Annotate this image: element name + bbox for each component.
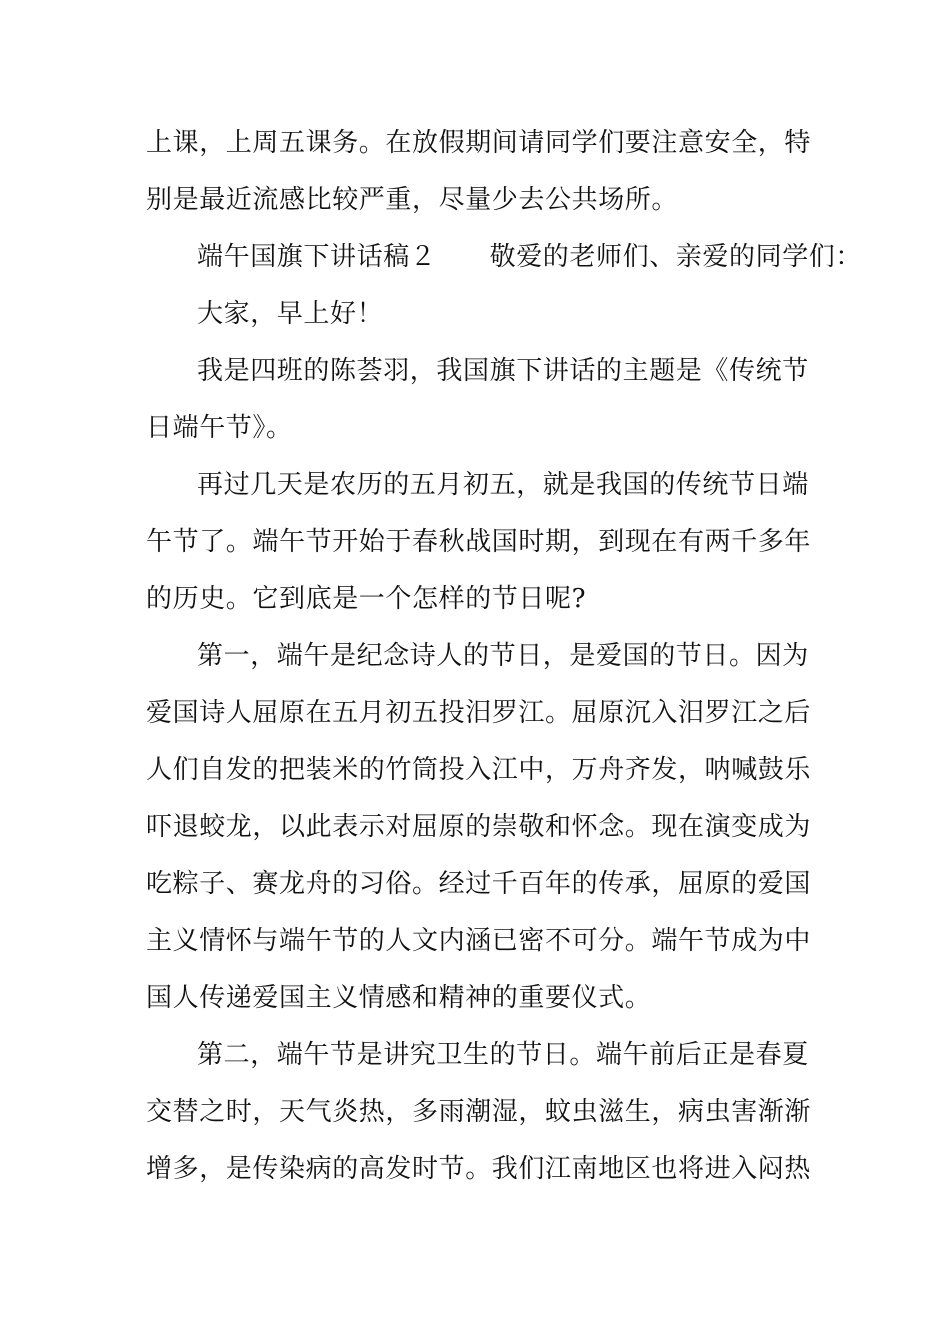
text-line: 上课，上周五课务。在放假期间请同学们要注意安全，特 (146, 128, 812, 158)
text-line: 交替之时，天气炎热，多雨潮湿，蚊虫滋生，病虫害渐渐 (146, 1097, 812, 1127)
text-line: 午节了。端午节开始于春秋战国时期，到现在有两千多年 (146, 527, 812, 557)
paragraph-start-line: 再过几天是农历的五月初五，就是我国的传统节日端 (197, 470, 809, 500)
text-line: 增多，是传染病的高发时节。我们江南地区也将进入闷热 (146, 1154, 812, 1184)
text-line: 日端午节》。 (146, 413, 293, 443)
text-line: 国人传递爱国主义情感和精神的重要仪式。 (146, 983, 652, 1013)
text-line: 的历史。它到底是一个怎样的节日呢? (146, 584, 587, 614)
speech-title-line: 端午国旗下讲话稿２ 敬爱的老师们、亲爱的同学们： (197, 242, 863, 272)
text-line: 主义情怀与端午节的人文内涵已密不可分。端午节成为中 (146, 926, 812, 956)
text-line: 吓退蛟龙，以此表示对屈原的崇敬和怀念。现在演变成为 (146, 812, 812, 842)
paragraph-start-line: 我是四班的陈荟羽，我国旗下讲话的主题是《传统节 (197, 356, 809, 386)
text-line: 爱国诗人屈原在五月初五投汨罗江。屈原沉入汨罗江之后 (146, 698, 812, 728)
paragraph-start-line: 第二，端午节是讲究卫生的节日。端午前后正是春夏 (197, 1040, 809, 1070)
greeting-line: 大家，早上好！ (197, 299, 384, 329)
text-line: 别是最近流感比较严重，尽量少去公共场所。 (146, 185, 679, 215)
paragraph-start-line: 第一，端午是纪念诗人的节日，是爱国的节日。因为 (197, 641, 809, 671)
text-line: 人们自发的把装米的竹筒投入江中，万舟齐发，呐喊鼓乐 (146, 755, 812, 785)
text-line: 吃粽子、赛龙舟的习俗。经过千百年的传承，屈原的爱国 (146, 869, 812, 899)
